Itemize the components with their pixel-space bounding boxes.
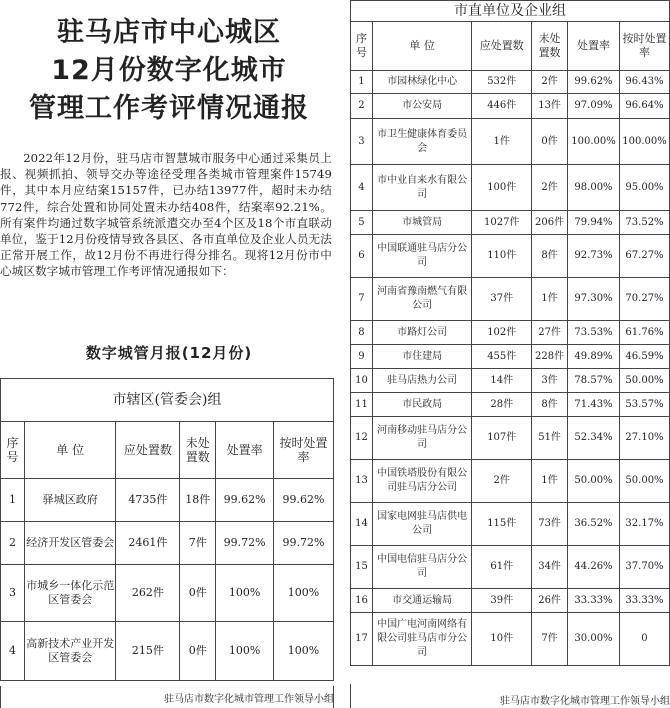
right-column [350, 0, 670, 708]
cell-unit: 市城乡一体化示范区管委会 [24, 565, 116, 622]
cell-pending: 206件 [532, 211, 568, 235]
cell-due: 37件 [472, 278, 532, 321]
cell-rate: 52.34% [568, 417, 620, 460]
title-line-2: 12月份数字化城市 [51, 55, 287, 86]
cell-due: 446件 [472, 94, 532, 119]
cell-pending: 73件 [532, 503, 568, 546]
cell-unit: 经济开发区管委会 [24, 522, 116, 565]
cell-pending: 34件 [532, 546, 568, 589]
cell-rate: 98.00% [568, 165, 620, 211]
cell-unit: 市城管局 [372, 211, 471, 235]
title-line-1: 驻马店市中心城区 [57, 17, 281, 48]
cell-pending: 0件 [180, 565, 216, 622]
cell-seq: 4 [1, 622, 25, 681]
cell-pending: 8件 [532, 393, 568, 417]
header-rate: 处置率 [568, 22, 620, 71]
report-title: 数字城管月报(12月份) [85, 344, 253, 362]
cell-pending: 18件 [180, 479, 216, 522]
cell-due: 4735件 [116, 479, 180, 522]
cell-unit: 市公安局 [372, 94, 471, 119]
header-ontime: 按时处置率 [274, 422, 334, 479]
cell-unit: 市住建局 [372, 345, 471, 369]
cell-ontime: 32.17% [619, 503, 669, 546]
cell-ontime: 53.57% [619, 393, 669, 417]
header-unit: 单 位 [372, 22, 471, 71]
cell-rate: 49.89% [568, 345, 620, 369]
cell-seq: 3 [1, 565, 25, 622]
header-seq: 序号 [351, 22, 373, 71]
cell-ontime: 27.10% [619, 417, 669, 460]
cell-rate: 99.62% [568, 71, 620, 94]
cell-ontime: 61.76% [619, 321, 669, 345]
cell-rate: 50.00% [568, 460, 620, 503]
direct-row [351, 417, 670, 460]
direct-row [351, 393, 670, 417]
cell-ontime: 99.62% [274, 479, 334, 522]
cell-ontime: 46.59% [619, 345, 669, 369]
cell-seq: 4 [351, 165, 373, 211]
direct-row [351, 211, 670, 235]
direct-row [351, 503, 670, 546]
cell-ontime: 96.64% [619, 94, 669, 119]
cell-due: 215件 [116, 622, 180, 681]
cell-seq: 9 [351, 345, 373, 369]
cell-ontime: 50.00% [619, 369, 669, 393]
cell-seq: 6 [351, 235, 373, 278]
cell-due: 102件 [472, 321, 532, 345]
district-rows [1, 479, 334, 681]
cell-seq: 1 [1, 479, 25, 522]
cell-rate: 97.09% [568, 94, 620, 119]
direct-caption: 市直单位及企业组 [351, 1, 670, 22]
direct-row [351, 589, 670, 613]
cell-ontime: 100% [274, 565, 334, 622]
cell-rate: 78.57% [568, 369, 620, 393]
cell-unit: 市交通运输局 [372, 589, 471, 613]
header-rate: 处置率 [216, 422, 274, 479]
cell-seq: 2 [1, 522, 25, 565]
cell-rate: 99.72% [216, 522, 274, 565]
cell-pending: 2件 [532, 71, 568, 94]
cell-ontime: 37.70% [619, 546, 669, 589]
cell-ontime: 0 [619, 613, 669, 666]
cell-due: 115件 [472, 503, 532, 546]
district-table [0, 378, 334, 681]
cell-unit: 市园林绿化中心 [372, 71, 471, 94]
cell-pending: 0件 [180, 622, 216, 681]
cell-unit: 驿城区政府 [24, 479, 116, 522]
cell-unit: 市卫生健康体育委员会 [372, 119, 471, 165]
cell-due: 2件 [472, 460, 532, 503]
cell-due: 110件 [472, 235, 532, 278]
header-due: 应处置数 [116, 422, 180, 479]
direct-row [351, 345, 670, 369]
intro-paragraph: 2022年12月份，驻马店市智慧城市服务中心通过采集员上报、视频抓拍、领导交办等途径受理各类城市管理案件15749件，其中本月应结案15157件，已办结13977件，超时未办结772件，综合处置和协同处置未办结408件，结案率92.21%。所有案件均通过数字城管系统派遣交办至4个区及18个市直联动单位，鉴于12月份疫情导致各县区、各市直单位及企业人员无法正常开展工作，故12月份不再进行得分排名。现将12月份市中心城区数字城市管理工作考评情况通报如下： [0, 151, 332, 279]
cell-ontime: 33.33% [619, 589, 669, 613]
cell-pending: 7件 [180, 522, 216, 565]
cell-seq: 12 [351, 417, 373, 460]
cell-ontime: 100.00% [619, 119, 669, 165]
cell-seq: 15 [351, 546, 373, 589]
cell-rate: 71.43% [568, 393, 620, 417]
cell-seq: 7 [351, 278, 373, 321]
cell-ontime: 50.00% [619, 460, 669, 503]
cell-unit: 驻马店热力公司 [372, 369, 471, 393]
direct-row [351, 71, 670, 94]
district-row [1, 522, 334, 565]
cell-seq: 2 [351, 94, 373, 119]
cell-unit: 市中业自来水有限公司 [372, 165, 471, 211]
cell-pending: 228件 [532, 345, 568, 369]
cell-ontime: 100% [274, 622, 334, 681]
cell-due: 100件 [472, 165, 532, 211]
cell-seq: 17 [351, 613, 373, 666]
cell-due: 262件 [116, 565, 180, 622]
cell-unit: 中国电信驻马店分公司 [372, 546, 471, 589]
cell-rate: 36.52% [568, 503, 620, 546]
cell-due: 61件 [472, 546, 532, 589]
header-due: 应处置数 [472, 22, 532, 71]
cell-rate: 92.73% [568, 235, 620, 278]
header-unit: 单 位 [24, 422, 116, 479]
direct-row [351, 119, 670, 165]
cell-due: 2461件 [116, 522, 180, 565]
cell-due: 1027件 [472, 211, 532, 235]
cell-seq: 13 [351, 460, 373, 503]
cell-ontime: 99.72% [274, 522, 334, 565]
cell-due: 1件 [472, 119, 532, 165]
cell-due: 28件 [472, 393, 532, 417]
direct-row [351, 460, 670, 503]
cell-seq: 3 [351, 119, 373, 165]
cell-due: 39件 [472, 589, 532, 613]
cell-ontime: 96.43% [619, 71, 669, 94]
district-row [1, 622, 334, 681]
cell-ontime: 95.00% [619, 165, 669, 211]
article-title [0, 14, 338, 128]
direct-row [351, 369, 670, 393]
direct-row [351, 165, 670, 211]
cell-pending: 3件 [532, 369, 568, 393]
cell-pending: 27件 [532, 321, 568, 345]
district-row [1, 565, 334, 622]
cell-ontime: 73.52% [619, 211, 669, 235]
district-row [1, 479, 334, 522]
district-caption: 市辖区(管委会)组 [1, 379, 334, 422]
cell-rate: 30.00% [568, 613, 620, 666]
cell-pending: 2件 [532, 165, 568, 211]
cell-pending: 51件 [532, 417, 568, 460]
cell-seq: 10 [351, 369, 373, 393]
cell-rate: 33.33% [568, 589, 620, 613]
cell-seq: 5 [351, 211, 373, 235]
right-footer: 驻马店市数字化城市管理工作领导小组 [500, 696, 670, 707]
left-footer: 驻马店市数字化城市管理工作领导小组 [164, 694, 334, 705]
cell-pending: 1件 [532, 278, 568, 321]
cell-pending: 8件 [532, 235, 568, 278]
cell-seq: 8 [351, 321, 373, 345]
cell-rate: 44.26% [568, 546, 620, 589]
header-pending: 未处置数 [532, 22, 568, 71]
cell-due: 532件 [472, 71, 532, 94]
header-ontime: 按时处置率 [619, 22, 669, 71]
direct-row [351, 321, 670, 345]
direct-header-row [351, 22, 670, 71]
cell-due: 10件 [472, 613, 532, 666]
cell-rate: 100% [216, 565, 274, 622]
cell-seq: 16 [351, 589, 373, 613]
cell-rate: 97.30% [568, 278, 620, 321]
cell-unit: 中国联通驻马店分公司 [372, 235, 471, 278]
cell-rate: 100.00% [568, 119, 620, 165]
direct-table [350, 0, 670, 666]
cell-unit: 国家电网驻马店供电公司 [372, 503, 471, 546]
cell-due: 455件 [472, 345, 532, 369]
cell-rate: 73.53% [568, 321, 620, 345]
direct-row [351, 546, 670, 589]
cell-rate: 79.94% [568, 211, 620, 235]
cell-due: 107件 [472, 417, 532, 460]
cell-rate: 100% [216, 622, 274, 681]
cell-pending: 13件 [532, 94, 568, 119]
cell-due: 14件 [472, 369, 532, 393]
cell-unit: 河南移动驻马店分公司 [372, 417, 471, 460]
cell-unit: 中国广电河南网络有限公司驻马店市分公司 [372, 613, 471, 666]
cell-pending: 26件 [532, 589, 568, 613]
direct-row [351, 94, 670, 119]
cell-pending: 7件 [532, 613, 568, 666]
header-pending: 未处置数 [180, 422, 216, 479]
cell-unit: 中国铁塔股份有限公司驻马店分公司 [372, 460, 471, 503]
direct-row [351, 235, 670, 278]
district-header-row [1, 422, 334, 479]
direct-row [351, 278, 670, 321]
cell-seq: 11 [351, 393, 373, 417]
direct-rows [351, 71, 670, 666]
cell-seq: 1 [351, 71, 373, 94]
title-line-3: 管理工作考评情况通报 [29, 93, 309, 124]
direct-row [351, 613, 670, 666]
cell-rate: 99.62% [216, 479, 274, 522]
cell-unit: 高新技术产业开发区管委会 [24, 622, 116, 681]
cell-pending: 1件 [532, 460, 568, 503]
cell-seq: 14 [351, 503, 373, 546]
cell-ontime: 70.27% [619, 278, 669, 321]
header-seq: 序号 [1, 422, 25, 479]
cell-unit: 市民政局 [372, 393, 471, 417]
cell-ontime: 67.27% [619, 235, 669, 278]
cell-unit: 市路灯公司 [372, 321, 471, 345]
cell-pending: 0件 [532, 119, 568, 165]
cell-unit: 河南省豫南燃气有限公司 [372, 278, 471, 321]
